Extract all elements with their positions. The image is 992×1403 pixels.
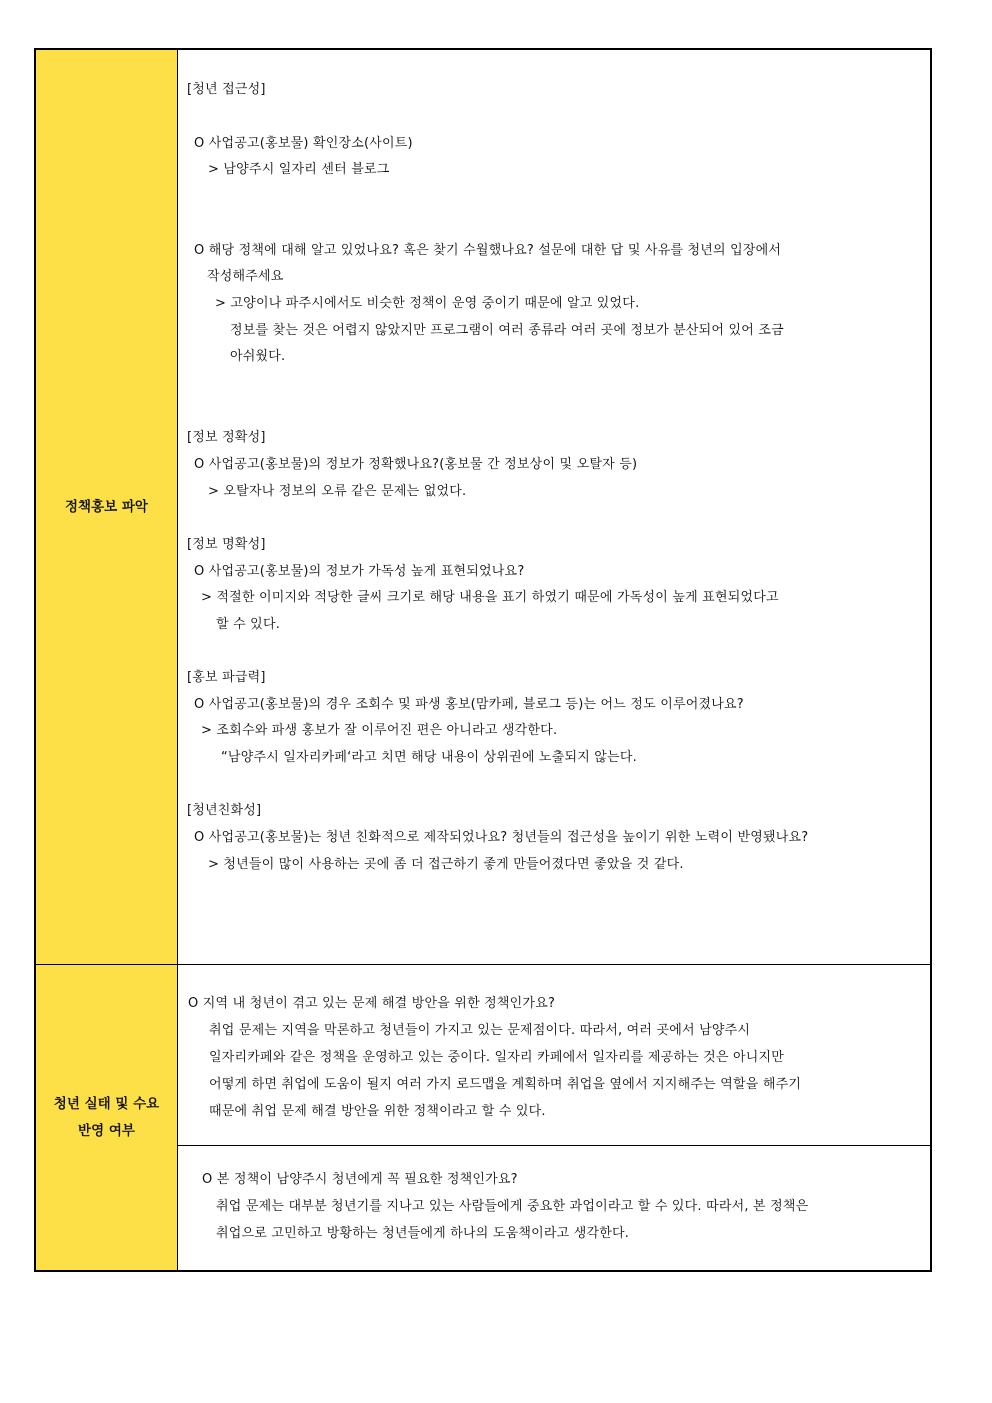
- row-policy-promotion: [36, 50, 930, 965]
- answer-info-clarity-l1: > 적절한 이미지와 적당한 글씨 크기로 해당 내용을 표기 하였기 때문에 가독성이 높게 표현되었다고: [201, 590, 779, 605]
- answer-problem-solving-l3: 어떻게 하면 취업에 도움이 될지 여러 가지 로드맵을 계획하며 취업을 옆에서 지지해주는 역할을 해주기: [209, 1077, 802, 1092]
- answer-promo-reach-l1: > 조회수와 파생 홍보가 잘 이루어진 편은 아니라고 생각한다.: [201, 723, 558, 738]
- answer-awareness-l3: 아쉬웠다.: [230, 349, 286, 364]
- answer-problem-solving-l2: 일자리카페와 같은 정책을 운영하고 있는 중이다. 일자리 카페에서 일자리를 제공하는 것은 아니지만: [209, 1050, 785, 1065]
- answer-policy-necessity-l1: 취업 문제는 대부분 청년기를 지나고 있는 사람들에게 중요한 과업이라고 할 수 있다. 따라서, 본 정책은: [216, 1199, 809, 1214]
- heading-youth-access: [청년 접근성]: [187, 82, 266, 97]
- answer-policy-necessity-l2: 취업으로 고민하고 방황하는 청년들에게 하나의 도움책이라고 생각한다.: [216, 1226, 630, 1241]
- question-policy-necessity: O 본 정책이 남양주시 청년에게 꼭 필요한 정책인가요?: [202, 1172, 518, 1187]
- answer-problem-solving-l1: 취업 문제는 지역을 막론하고 청년들이 가지고 있는 문제점이다. 따라서, 여러 곳에서 남양주시: [209, 1023, 751, 1038]
- answer-problem-solving-l4: 때문에 취업 문제 해결 방안을 위한 정책이라고 할 수 있다.: [209, 1104, 546, 1119]
- heading-promo-reach: [홍보 파급력]: [187, 670, 266, 685]
- row-label-text: 정책홍보 파악: [65, 498, 148, 515]
- question-info-accuracy: O 사업공고(홍보물)의 정보가 정확했나요?(홍보물 간 정보상이 및 오탈자 등): [194, 457, 638, 472]
- heading-info-accuracy: [정보 정확성]: [187, 430, 266, 445]
- row-label-line1: 청년 실태 및 수요: [53, 1095, 160, 1112]
- question-problem-solving: O 지역 내 청년이 겪고 있는 문제 해결 방안을 위한 정책인가요?: [188, 996, 556, 1011]
- section-problem-solving: [178, 965, 930, 1146]
- question-promo-reach: O 사업공고(홍보물)의 경우 조회수 및 파생 홍보(맘카페, 블로그 등)는 어느 정도 이루어졌나요?: [194, 697, 744, 712]
- answer-notice-location: > 남양주시 일자리 센터 블로그: [208, 162, 390, 177]
- row-youth-needs: [36, 965, 930, 1270]
- question-youth-friendly: O 사업공고(홍보물)는 청년 친화적으로 제작되었나요? 청년들의 접근성을 높이기 위한 노력이 반영됐나요?: [194, 830, 809, 845]
- heading-youth-friendly: [청년친화성]: [187, 803, 262, 818]
- row-label-line2: 반영 여부: [78, 1122, 135, 1139]
- section-policy-necessity: [178, 1146, 930, 1270]
- answer-awareness-l2: 정보를 찾는 것은 어렵지 않았지만 프로그램이 여러 종류라 여러 곳에 정보가 분산되어 있어 조금: [230, 323, 784, 338]
- question-awareness-l1: O 해당 정책에 대해 알고 있었나요? 혹은 찾기 수월했나요? 설문에 대한 답 및 사유를 청년의 입장에서: [194, 243, 782, 258]
- question-info-clarity: O 사업공고(홍보물)의 정보가 가독성 높게 표현되었나요?: [194, 564, 525, 579]
- heading-info-clarity: [정보 명확성]: [187, 537, 266, 552]
- answer-info-clarity-l2: 할 수 있다.: [216, 617, 281, 632]
- row-label-policy-promotion: [36, 50, 178, 964]
- row-content-youth-needs: [178, 965, 930, 1270]
- answer-youth-friendly: > 청년들이 많이 사용하는 곳에 좀 더 접근하기 좋게 만들어졌다면 좋았을 것 같다.: [208, 857, 684, 872]
- row-label-youth-needs: [36, 965, 178, 1270]
- answer-awareness-l1: > 고양이나 파주시에서도 비슷한 정책이 운영 중이기 때문에 알고 있었다.: [215, 296, 640, 311]
- question-awareness-l2: 작성해주세요: [207, 269, 284, 284]
- answer-promo-reach-l2: “남양주시 일자리카페‘라고 치면 해당 내용이 상위권에 노출되지 않는다.: [221, 750, 637, 765]
- answer-info-accuracy: > 오탈자나 정보의 오류 같은 문제는 없었다.: [208, 484, 467, 499]
- question-notice-location: O 사업공고(홍보물) 확인장소(사이트): [194, 136, 413, 151]
- evaluation-table: [34, 48, 932, 1272]
- row-content-policy-promotion: [178, 50, 930, 964]
